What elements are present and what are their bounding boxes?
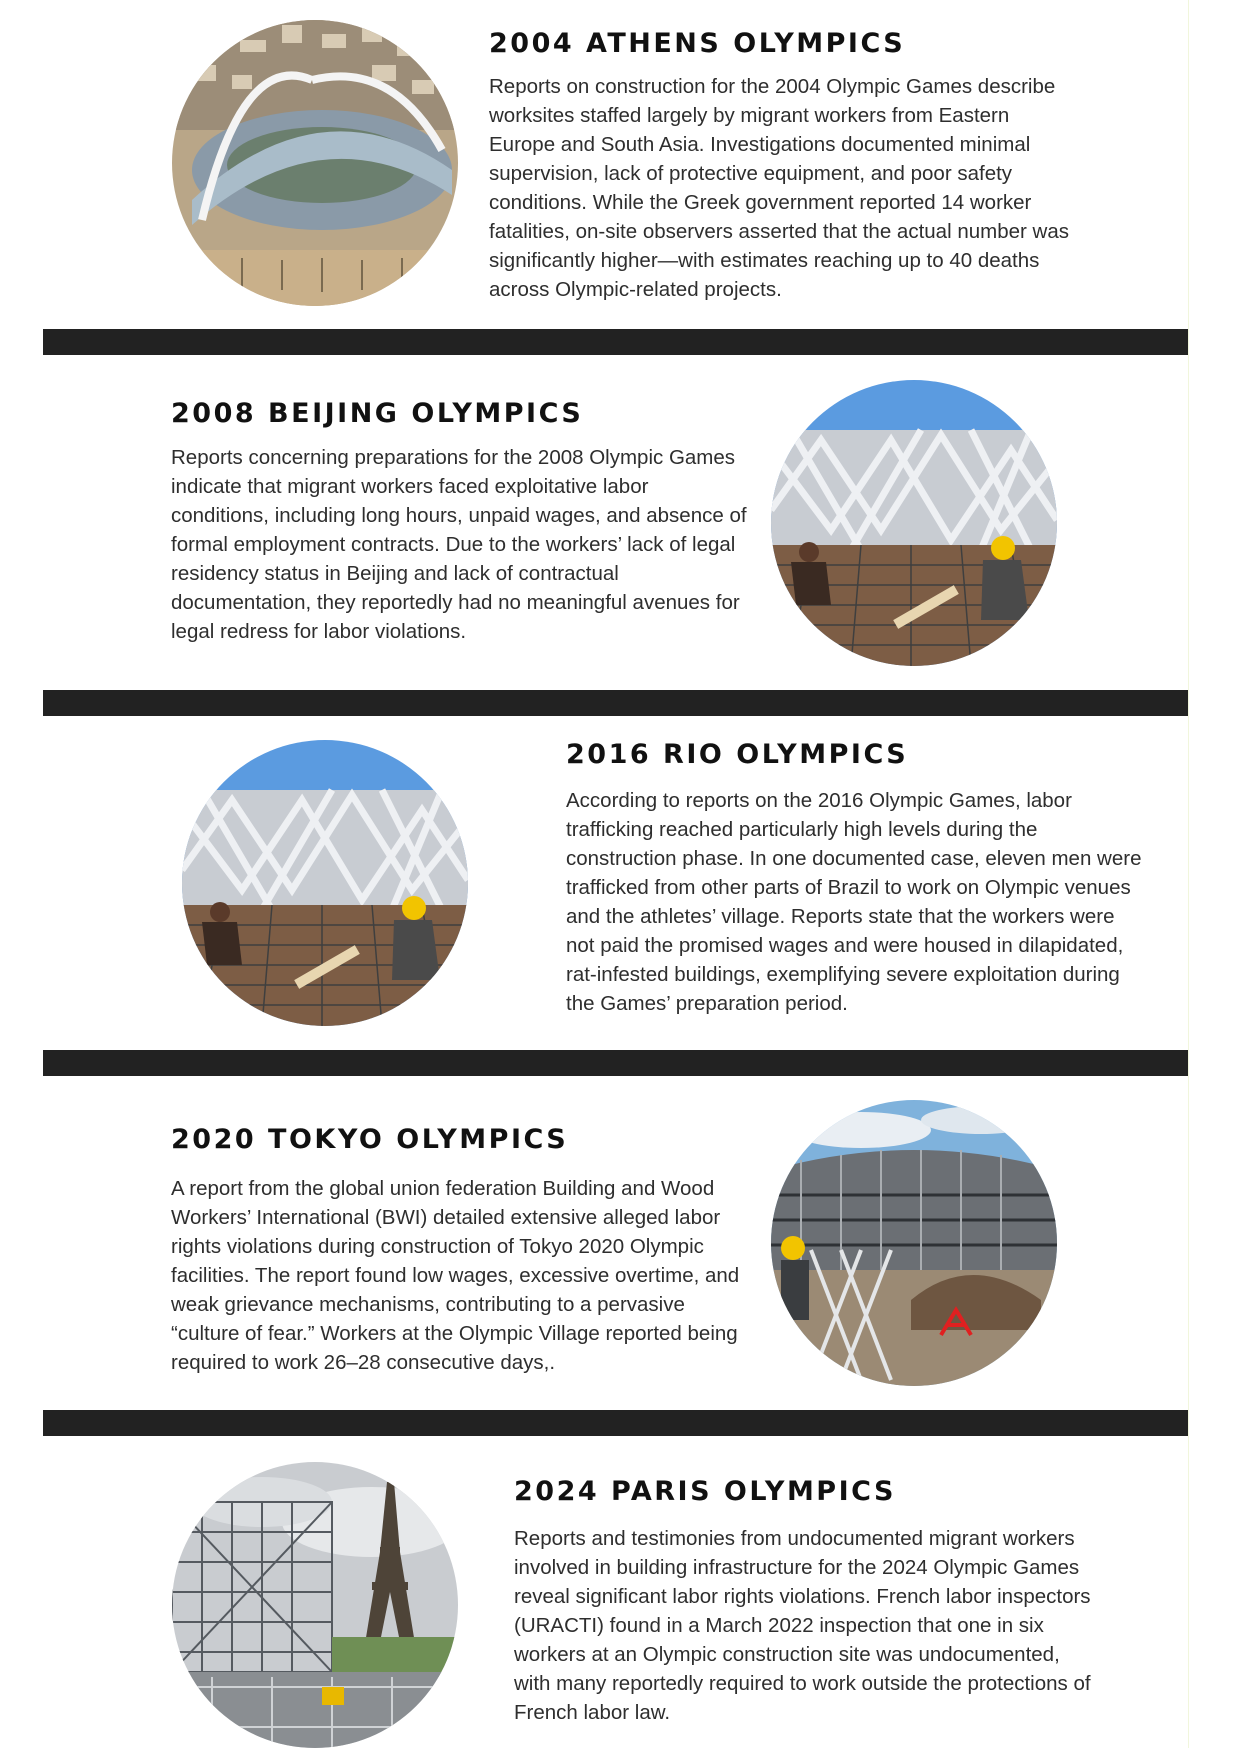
section-body-rio: According to reports on the 2016 Olympic Games, labor trafficking reached particularly high levels during the construction phase. In one documented case, eleven men were trafficked from other parts of Brazil to work on Olympic venues and the athletes’ village. Reports state that the workers were not paid the promised wages and were housed in dilapidated, rat-infested buildings, exemplifying severe exploitation during the Games’ preparation period. bbox=[566, 789, 1142, 1015]
section-heading-beijing: 2008 BEIJING OLYMPICS bbox=[171, 398, 584, 429]
paris-eiffel-photo bbox=[172, 1462, 458, 1748]
section-divider bbox=[43, 329, 1188, 355]
section-body-beijing: Reports concerning preparations for the 2008 Olympic Games indicate that migrant workers faced exploitative labor conditions, including long hours, unpaid wages, and absence of formal employment contracts. Due to the workers’ lack of legal residency status in Beijing and lack of contractual documentation, they reportedly had no meaningful avenues for legal redress for labor violations. bbox=[171, 446, 747, 643]
section-divider bbox=[43, 1410, 1188, 1436]
section-body-tokyo: A report from the global union federation Building and Wood Workers’ International (BWI) detailed extensive alleged labor rights violations during construction of Tokyo 2020 Olympic facilities. The report found low wages, excessive overtime, and weak grievance mechanisms, contributing to a pervasive “culture of fear.” Workers at the Olympic Village reported being required to work 26–28 consecutive days,. bbox=[171, 1177, 740, 1374]
section-heading-paris: 2024 PARIS OLYMPICS bbox=[514, 1476, 896, 1507]
section-body-athens: Reports on construction for the 2004 Olympic Games describe worksites staffed largely by migrant workers from Eastern Europe and South Asia. Investigations documented minimal supervision, lack of protective equipment, and poor safety conditions. While the Greek government reported 14 worker fatalities, on-site observers asserted that the actual number was significantly higher—with estimates reaching up to 40 deaths across Olympic-related projects. bbox=[489, 75, 1069, 301]
page-edge-rule bbox=[1188, 0, 1189, 1748]
section-heading-athens: 2004 ATHENS OLYMPICS bbox=[489, 28, 906, 59]
section-heading-rio: 2016 RIO OLYMPICS bbox=[566, 739, 909, 770]
tokyo-stadium-photo bbox=[771, 1100, 1057, 1386]
beijing-stadium-photo bbox=[771, 380, 1057, 666]
section-divider bbox=[43, 1050, 1188, 1076]
athens-stadium-photo bbox=[172, 20, 458, 306]
section-divider bbox=[43, 690, 1188, 716]
section-heading-tokyo: 2020 TOKYO OLYMPICS bbox=[171, 1124, 569, 1155]
section-body-paris: Reports and testimonies from undocumented migrant workers involved in building infrastructure for the 2024 Olympic Games reveal significant labor rights violations. French labor inspectors (URACTI) found in a March 2022 inspection that one in six workers at an Olympic construction site was undocumented, with many reportedly required to work outside the protections of French labor law. bbox=[514, 1527, 1091, 1724]
rio-construction-photo bbox=[182, 740, 468, 1026]
